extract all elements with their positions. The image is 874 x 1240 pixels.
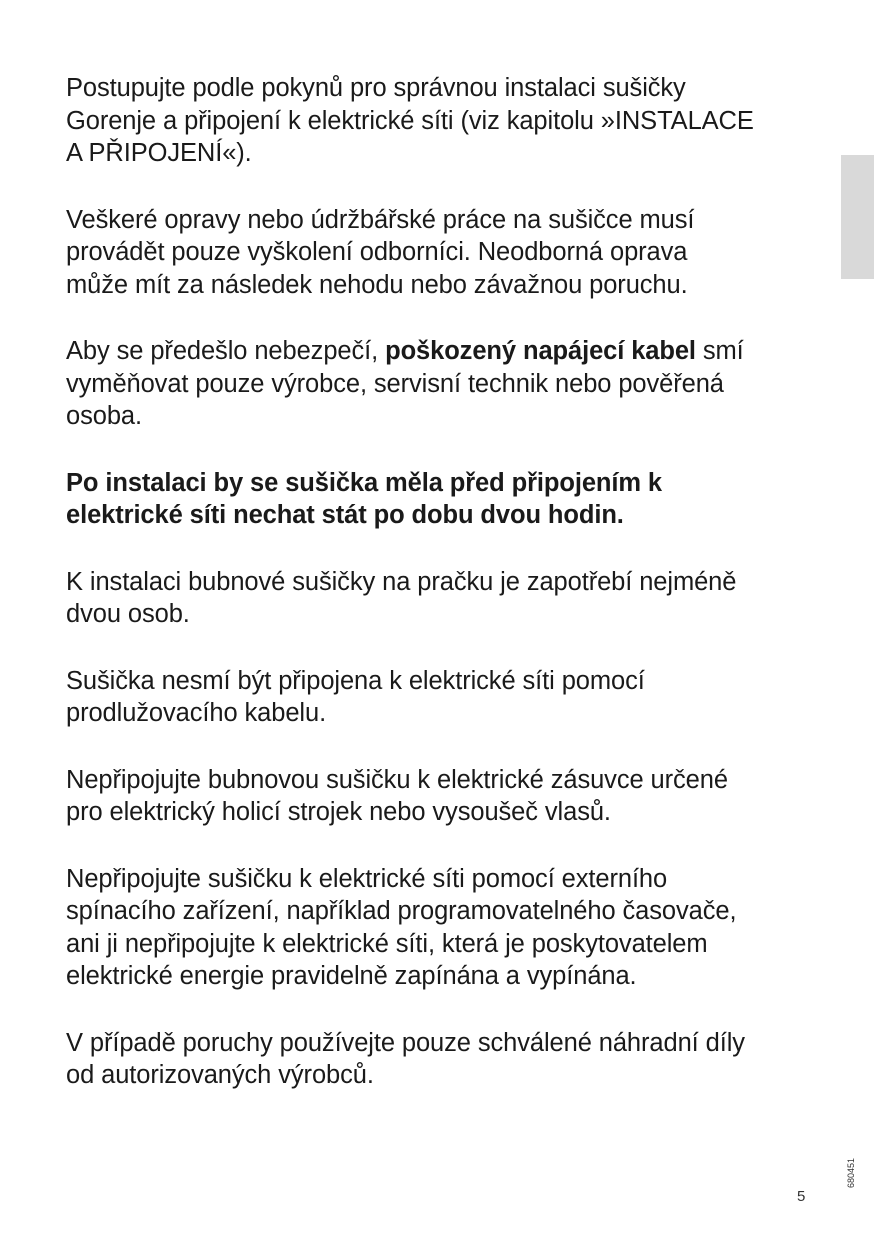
paragraph-damaged-cable: [66, 335, 826, 433]
text-line-end: smí: [695, 337, 744, 365]
emphasis-damaged-cable: poškozený napájecí kabel: [385, 337, 696, 365]
text-line: pro elektrický holicí strojek nebo vysoušeč vlasů.: [66, 798, 611, 826]
text-line: Po instalaci by se sušička měla před připojením k: [66, 468, 663, 497]
text-line: ani ji nepřipojujte k elektrické síti, která je poskytovatelem: [66, 929, 708, 958]
text-line-start: Aby se předešlo nebezpečí,: [66, 337, 386, 365]
paragraph-shaver-socket: [66, 764, 826, 829]
text-line: Postupujte podle pokynů pro správnou instalaci sušičky: [66, 74, 686, 102]
text-line: může mít za následek nehodu nebo závažnou poruchu.: [66, 270, 688, 299]
text-line: elektrické síti nechat stát po dobu dvou hodin.: [66, 501, 624, 529]
text-line: K instalaci bubnové sušičky na pračku je zapotřebí nejméně: [66, 567, 737, 596]
side-thumb-tab: [841, 155, 874, 279]
paragraph-external-switch: [66, 863, 826, 993]
text-line: elektrické energie pravidelně zapínána a vypínána.: [66, 962, 637, 990]
text-line: osoba.: [66, 402, 142, 430]
paragraph-two-persons: [66, 566, 826, 631]
text-line: Sušička nesmí být připojena k elektrické síti pomocí: [66, 666, 645, 695]
text-line: provádět pouze vyškolení odborníci. Neodborná oprava: [66, 238, 688, 266]
text-line: Nepřipojujte bubnovou sušičku k elektrické zásuvce určené: [66, 765, 728, 794]
text-line: Gorenje a připojení k elektrické síti (viz kapitolu »INSTALACE: [66, 106, 754, 135]
page-body: [66, 72, 826, 1126]
document-code: 680451: [846, 1157, 856, 1188]
text-line: dvou osob.: [66, 600, 190, 628]
text-line: prodlužovacího kabelu.: [66, 699, 327, 727]
paragraph-wait-two-hours: [66, 467, 826, 532]
text-line: vyměňovat pouze výrobce, servisní technik nebo pověřená: [66, 369, 724, 398]
text-line: A PŘIPOJENÍ«).: [66, 139, 252, 167]
page-number: 5: [797, 1188, 806, 1205]
text-line: Nepřipojujte sušičku k elektrické síti pomocí externího: [66, 864, 668, 893]
paragraph-no-extension-cable: [66, 665, 826, 730]
text-line: spínacího zařízení, například programovatelného časovače,: [66, 897, 737, 925]
text-line: V případě poruchy používejte pouze schválené náhradní díly: [66, 1028, 745, 1057]
paragraph-spare-parts: [66, 1027, 826, 1092]
paragraph-installation-instructions: [66, 72, 826, 170]
text-line: Veškeré opravy nebo údržbářské práce na sušičce musí: [66, 205, 695, 234]
paragraph-repairs: [66, 204, 826, 302]
text-line: od autorizovaných výrobců.: [66, 1061, 374, 1089]
